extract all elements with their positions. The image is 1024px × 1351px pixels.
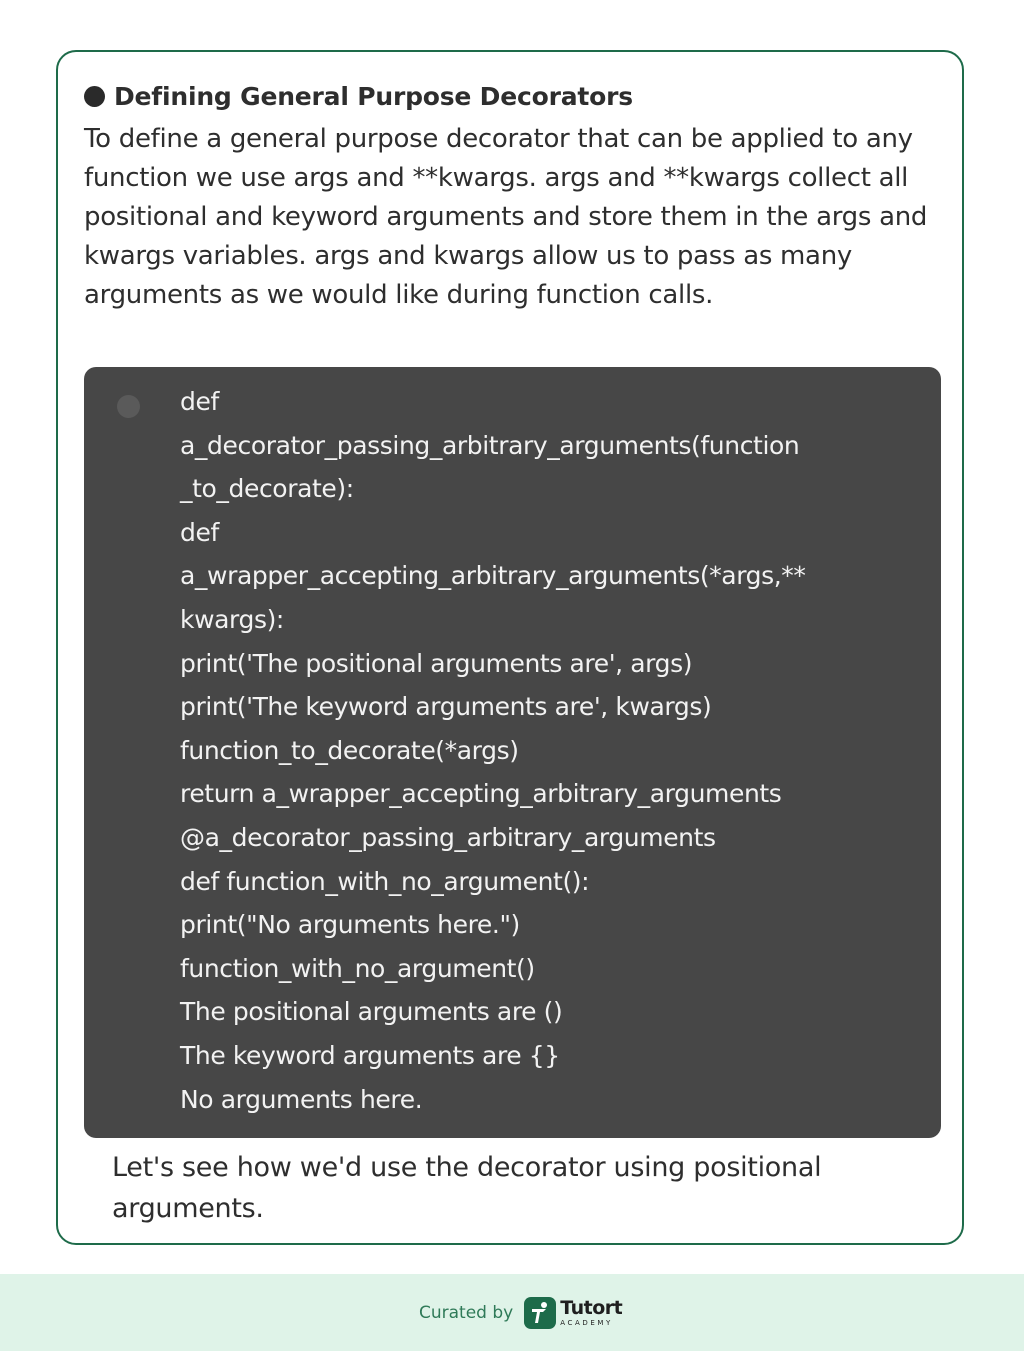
code-line: kwargs): (180, 604, 284, 634)
code-lines (180, 380, 910, 1121)
code-line: return a_wrapper_accepting_arbitrary_arguments (180, 779, 782, 809)
code-line: print('The keyword arguments are', kwargs) (180, 692, 712, 722)
content-card (56, 50, 964, 1245)
code-line: function_with_no_argument() (180, 953, 535, 983)
outro-paragraph: Let's see how we'd use the decorator using positional arguments. (112, 1152, 822, 1224)
code-line: The keyword arguments are {} (180, 1040, 560, 1070)
footer (0, 1274, 1024, 1351)
code-line: _to_decorate): (180, 474, 354, 504)
code-line: def function_with_no_argument(): (180, 866, 590, 896)
code-line: @a_decorator_passing_arbitrary_arguments (180, 822, 716, 852)
code-dot-icon (117, 395, 140, 418)
section-heading (84, 82, 633, 111)
code-line: a_decorator_passing_arbitrary_arguments(function (180, 430, 800, 460)
logo-text (560, 1299, 622, 1327)
code-line: print('The positional arguments are', args) (180, 648, 693, 678)
code-line: The positional arguments are () (180, 997, 563, 1027)
code-line: No arguments here. (180, 1084, 423, 1114)
logo-name: Tutort (560, 1297, 623, 1319)
footer-branding (419, 1296, 622, 1330)
code-line: print("No arguments here.") (180, 910, 520, 940)
bullet-icon (84, 86, 105, 107)
section-heading-text: Defining General Purpose Decorators (114, 82, 633, 111)
code-line: function_to_decorate(*args) (180, 735, 519, 765)
code-block (84, 367, 941, 1138)
logo-subtitle: ACADEMY (560, 1319, 613, 1327)
tutort-logo-icon (524, 1297, 556, 1329)
curated-by-label: Curated by (419, 1303, 514, 1323)
code-line: a_wrapper_accepting_arbitrary_arguments(*args,** (180, 561, 806, 591)
code-line: def (180, 517, 219, 547)
intro-paragraph: To define a general purpose decorator that can be applied to any function we use args and **kwargs. args and **kwargs collect all positional and keyword arguments and store them in the args and kwargs variables. args and kwargs allow us to pass as many arguments as we would like during function calls. (84, 124, 928, 310)
code-line: def (180, 387, 219, 416)
